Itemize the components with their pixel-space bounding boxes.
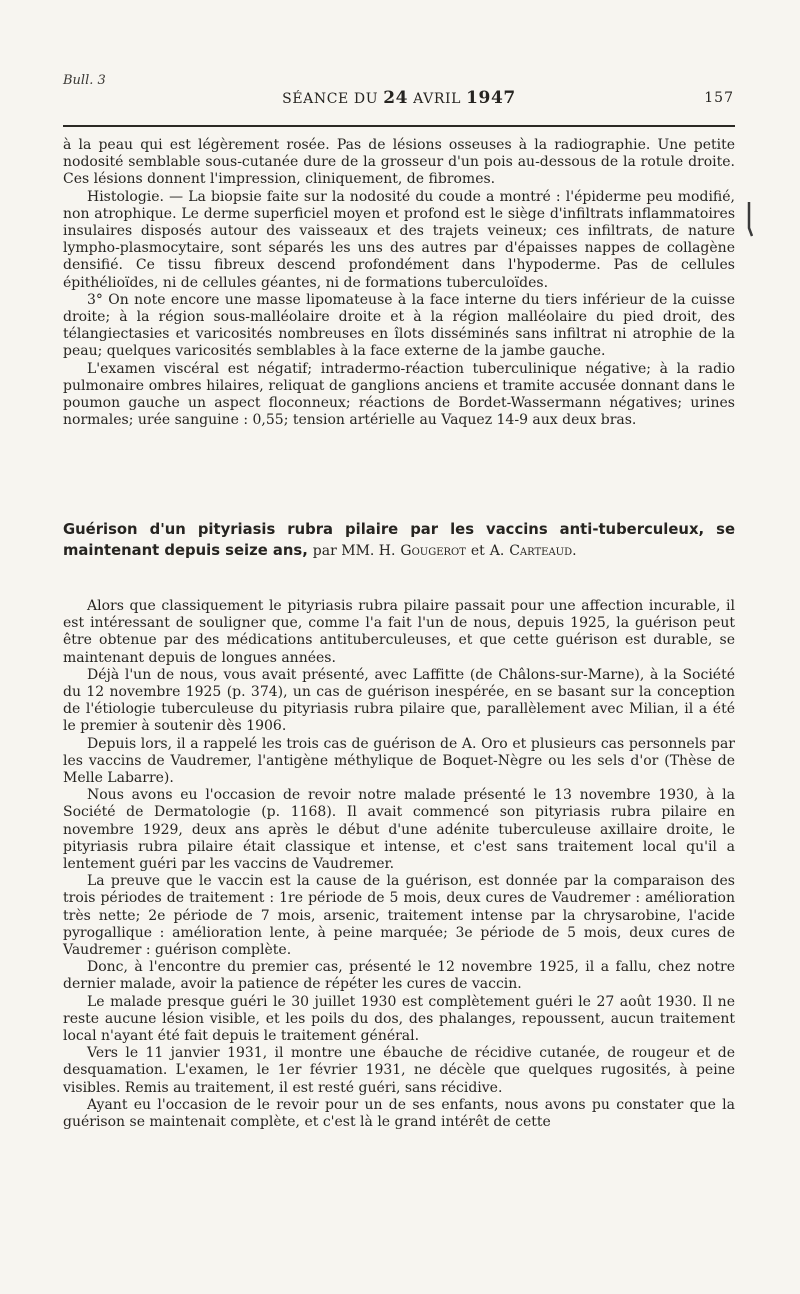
header-month: AVRIL [413,91,462,107]
paragraph: 3° On note encore une masse lipomateuse à la face interne du tiers inférieur de la cuisse droite; à la région sous-malléolaire droite et à la région malléolaire du pied droit, des télangiectasies et varicosités nombreuses en îlots disséminés sans infiltrat ni atrophie de la peau; quelques varicosités semblables à la face externe de la jambe gauche. [63,291,735,360]
paragraph: Alors que classiquement le pityriasis rubra pilaire passait pour une affection incurable, il est intéressant de souligner que, comme l'a fait l'un de nous, depuis 1925, la guérison peut être obtenue par des médications antituberculeuses, et que cette guérison est durable, se maintenant depuis de longues années. [63,598,735,666]
page-number: 157 [704,90,734,106]
article-title [63,519,735,561]
paragraph: Nous avons eu l'occasion de revoir notre malade présenté le 13 novembre 1930, à la Société de Dermatologie (p. 1168). Il avait commencé son pityriasis rubra pilaire en novembre 1929, deux ans après le début d'une adénite tuberculeuse axillaire droite, le pityriasis rubra pilaire était classique et intense, et c'est sans traitement local qu'il a lentement guéri par les vaccins de Vaudremer. [63,787,735,873]
running-head: Bull. 3 [63,73,106,88]
author-gougerot: Gougerot [400,543,466,559]
paragraph: Vers le 11 janvier 1931, il montre une ébauche de récidive cutanée, de rougeur et de desquamation. L'examen, le 1er février 1931, ne décèle que quelques rugosités, à peine visibles. Remis au traitement, il est resté guéri, sans récidive. [63,1045,735,1096]
paragraph: Donc, à l'encontre du premier cas, présenté le 12 novembre 1925, il a fallu, chez notre dernier malade, avoir la patience de répéter les cures de vaccin. [63,959,735,993]
paragraph: Depuis lors, il a rappelé les trois cas de guérison de A. Oro et plusieurs cas personnels par les vaccins de Vaudremer, l'antigène méthylique de Boquet-Nègre ou les sels d'or (Thèse de Melle Labarre). [63,735,735,787]
paragraph: Ayant eu l'occasion de le revoir pour un de ses enfants, nous avons pu constater que la guérison se maintenait complète, et c'est là le grand intérêt de cette [63,1096,735,1131]
article-body [63,598,735,1131]
header-day: 24 [383,88,409,108]
header-year: 1947 [466,88,516,108]
top-text-block [63,137,735,429]
article-title-text: Guérison d'un pityriasis rubra pilaire par les vaccins anti-tuberculeux, se maintenant depuis seize ans, [63,521,735,559]
page-header [63,88,735,108]
margin-pencil-mark [745,200,753,240]
paragraph: Déjà l'un de nous, vous avait présenté, avec Laffitte (de Châlons-sur-Marne), à la Société du 12 novembre 1925 (p. 374), un cas de guérison inespérée, en se basant sur la conception de l'étiologie tuberculeuse du pityriasis rubra pilaire que, parallèlement avec Milian, il a été le premier à soutenir dès 1906. [63,666,735,735]
paragraph: La preuve que le vaccin est la cause de la guérison, est donnée par la comparaison des trois périodes de traitement : 1re période de 5 mois, deux cures de Vaudremer : amélioration très nette; 2e période de 7 mois, arsenic, traitement intense par la chrysarobine, l'acide pyrogallique : amélioration lente, à peine marquée; 3e période de 5 mois, deux cures de Vaudremer : guérison complète. [63,873,735,959]
paragraph: L'examen viscéral est négatif; intradermo-réaction tuberculinique négative; à la radio pulmonaire ombres hilaires, reliquat de ganglions anciens et tramite accusée donnant dans le poumon gauche un aspect floconneux; réactions de Bordet-Wassermann négatives; urines normales; urée sanguine : 0,55; tension artérielle au Vaquez 14-9 aux deux bras. [63,360,735,429]
author-conjunction: et [470,543,485,559]
article-byline: par MM. H. [312,543,396,559]
author-carteaud: Carteaud. [509,543,577,559]
paragraph: à la peau qui est légèrement rosée. Pas de lésions osseuses à la radiographie. Une petite nodosité semblable sous-cutanée dure de la grosseur d'un pois au-dessous de la rotule droite. Ces lésions donnent l'impression, cliniquement, de fibromes. [63,137,735,188]
author-initial: A. [489,543,505,559]
paragraph: Le malade presque guéri le 30 juillet 1930 est complètement guéri le 27 août 1930. Il ne reste aucune lésion visible, et les poils du dos, des phalanges, repoussent, aucun traitement local n'ayant été fait depuis le traitement général. [63,993,735,1045]
paragraph: Histologie. — La biopsie faite sur la nodosité du coude a montré : l'épiderme peu modifié, non atrophique. Le derme superficiel moyen et profond est le siège d'infiltrats inflammatoires insulaires disposés autour des vaisseaux et des trajets veineux; ces infiltrats, de nature lympho-plasmocytaire, sont séparés les uns des autres par d'épaisses nappes de collagène densifié. Ce tissu fibreux descend profondément dans l'hypoderme. Pas de cellules épithélioïdes, ni de cellules géantes, ni de formations tuberculoïdes. [63,188,735,291]
header-seance: SÉANCE DU [282,91,379,107]
header-rule [63,125,735,127]
